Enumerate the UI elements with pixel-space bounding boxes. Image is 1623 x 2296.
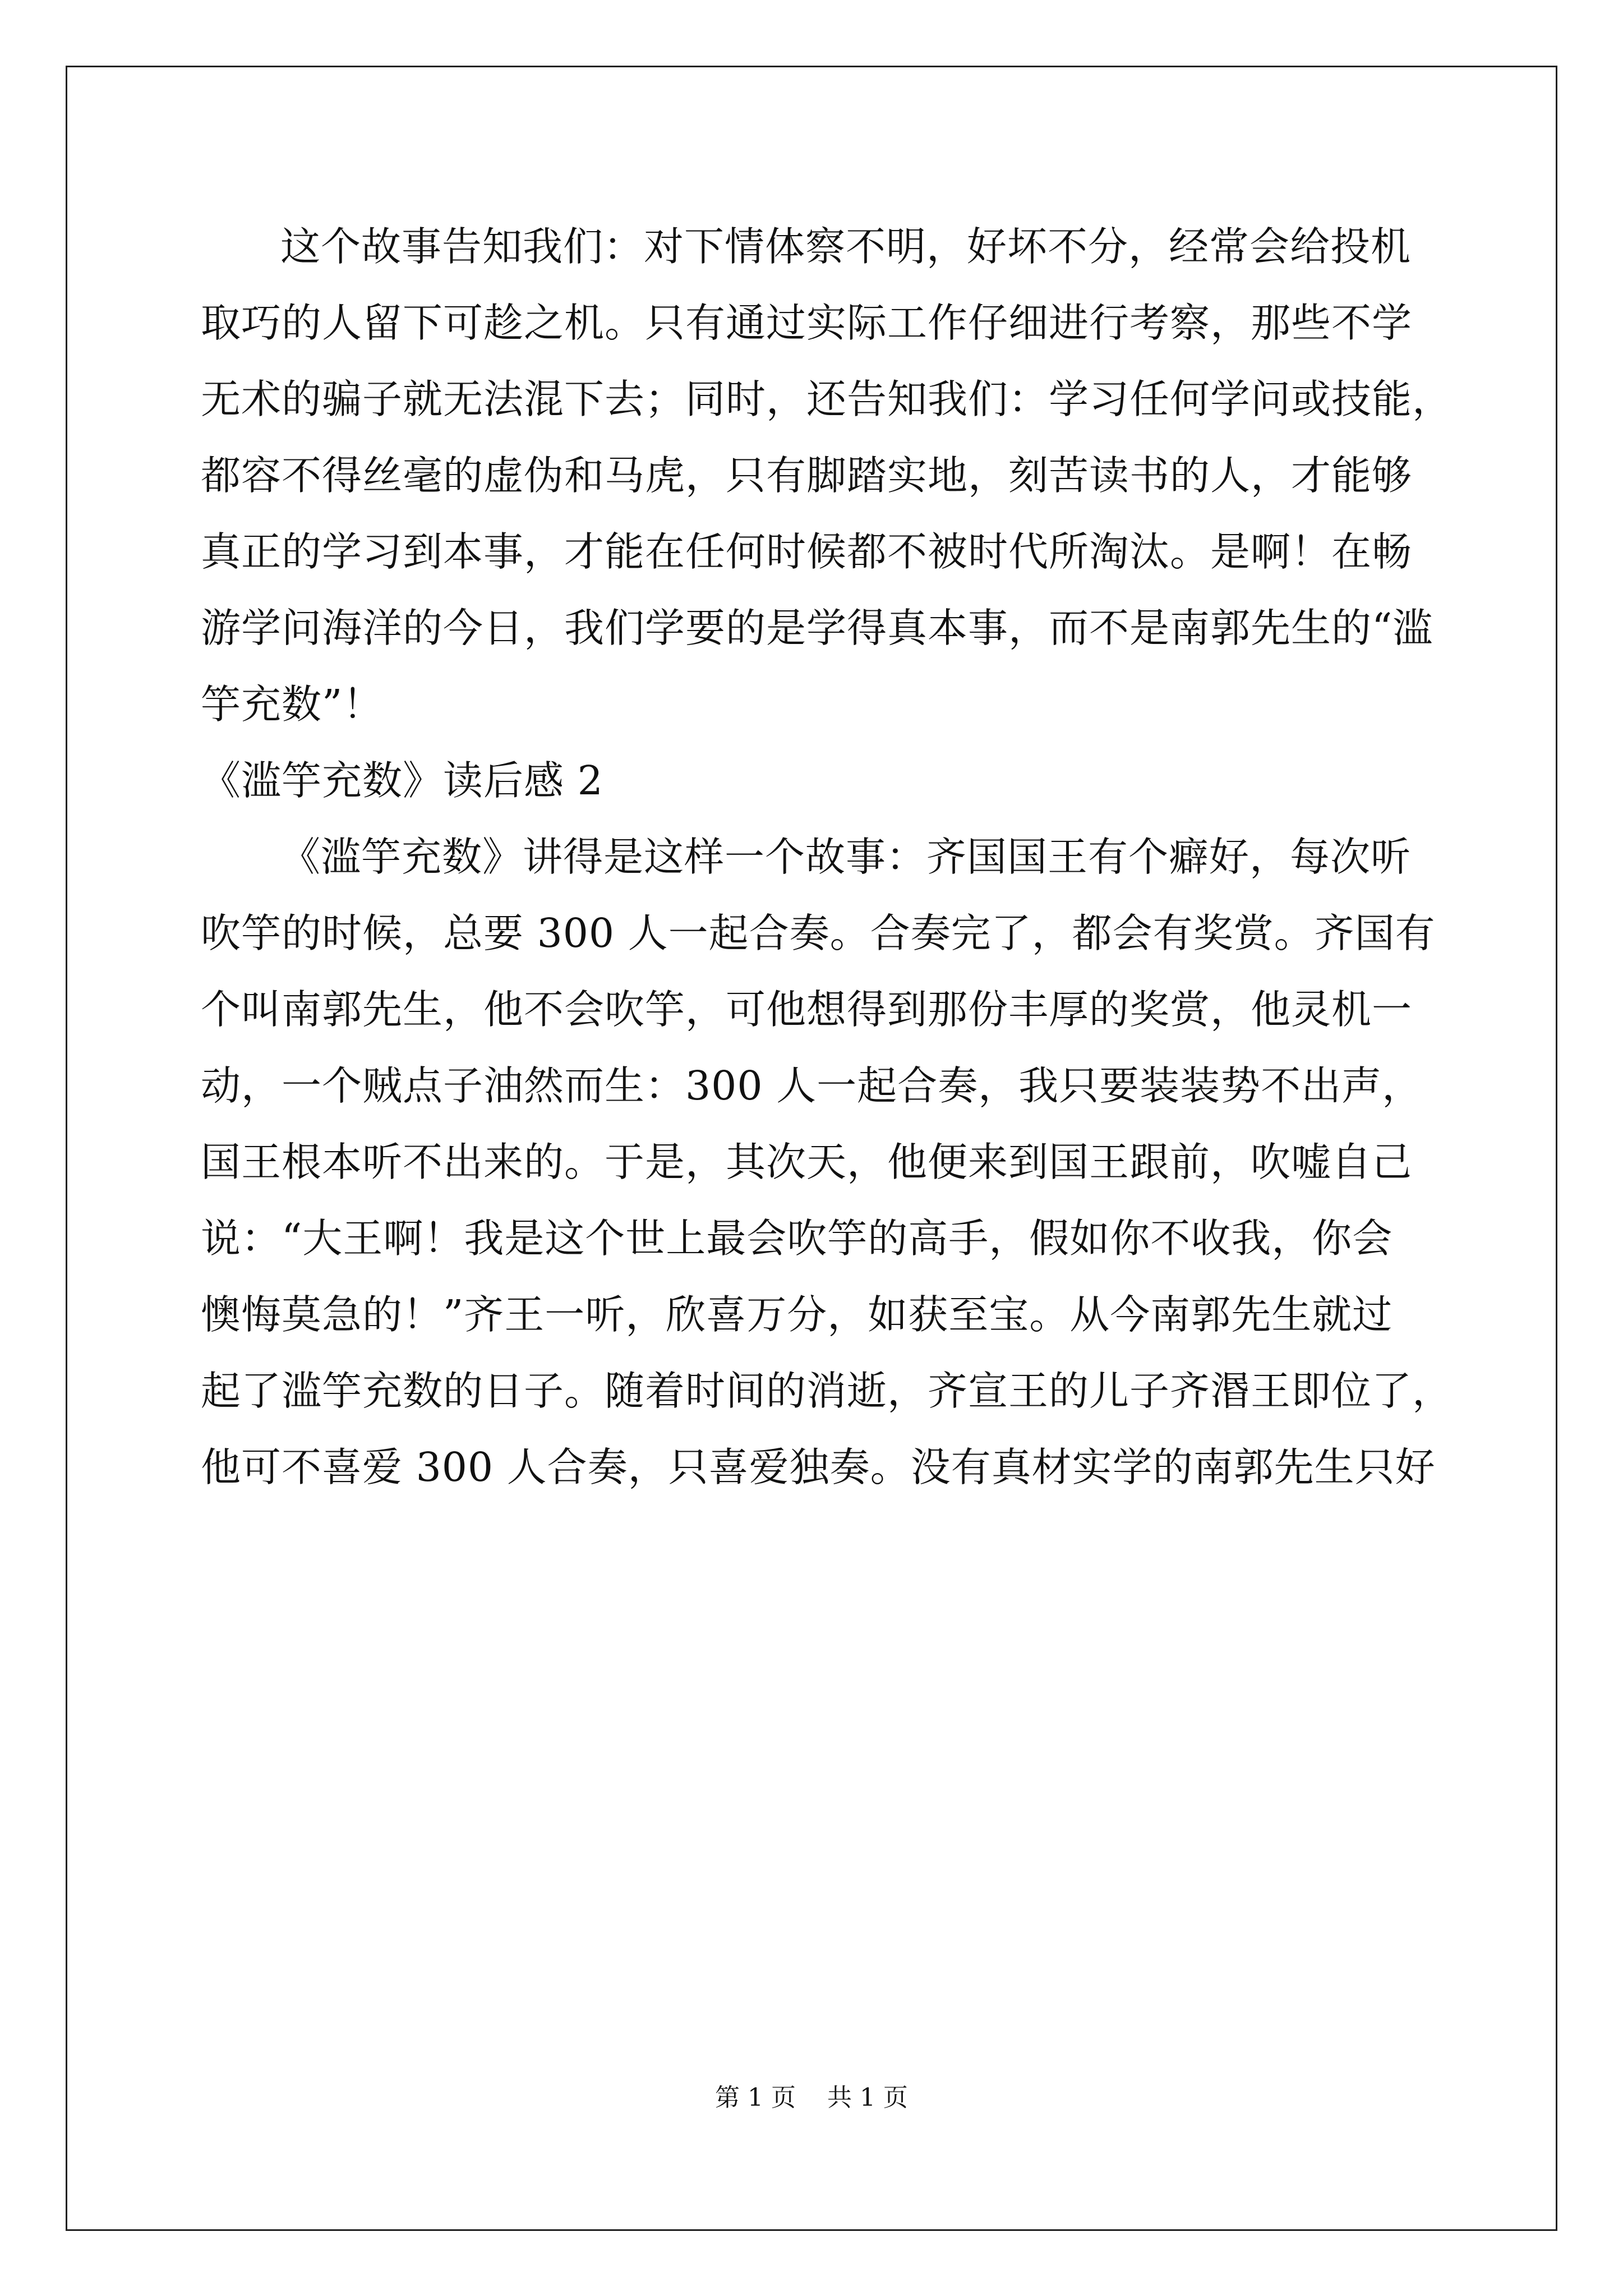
paragraph-line: 无术的骗子就无法混下去；同时，还告知我们：学习任何学问或技能， — [201, 376, 1453, 422]
paragraph-line: 国王根本听不出来的。于是，其次天，他便来到国王跟前，吹嘘自己 — [201, 1139, 1413, 1185]
paragraph-line: 真正的学习到本事，才能在任何时候都不被时代所淘汰。是啊！在畅 — [201, 528, 1413, 575]
paragraph-line: 起了滥竽充数的日子。随着时间的消逝，齐宣王的儿子齐湣王即位了， — [201, 1368, 1453, 1414]
paragraph-line: 个叫南郭先生，他不会吹竽，可他想得到那份丰厚的奖赏，他灵机一 — [201, 986, 1413, 1033]
paragraph-line: 游学问海洋的今日，我们学要的是学得真本事，而不是南郭先生的“滥 — [201, 605, 1433, 651]
paragraph-line: 这个故事告知我们：对下情体察不明，好坏不分，经常会给投机 — [280, 223, 1412, 270]
page-number-footer: 第 1 页 共 1 页 — [715, 2083, 908, 2112]
section-heading: 《滥竽充数》读后感 2 — [201, 757, 603, 804]
paragraph-line: 取巧的人留下可趁之机。只有通过实际工作仔细进行考察，那些不学 — [201, 300, 1413, 346]
paragraph-line: 他可不喜爱 300 人合奏，只喜爱独奏。没有真材实学的南郭先生只好 — [201, 1444, 1436, 1490]
paragraph-line: 竽充数”！ — [201, 681, 384, 728]
paragraph-line: 懊悔莫急的！”齐王一听，欣喜万分，如获至宝。从今南郭先生就过 — [201, 1291, 1393, 1338]
paragraph-line: 《滥竽充数》讲得是这样一个故事：齐国国王有个癖好，每次听 — [280, 834, 1412, 880]
paragraph-line: 吹竽的时候，总要 300 人一起合奏。合奏完了，都会有奖赏。齐国有 — [201, 910, 1436, 956]
paragraph-line: 说：“大王啊！我是这个世上最会吹竽的高手，假如你不收我，你会 — [201, 1215, 1393, 1262]
paragraph-line: 都容不得丝毫的虚伪和马虎，只有脚踏实地，刻苦读书的人，才能够 — [201, 452, 1413, 499]
paragraph-line: 动，一个贼点子油然而生：300 人一起合奏，我只要装装势不出声， — [201, 1062, 1423, 1109]
